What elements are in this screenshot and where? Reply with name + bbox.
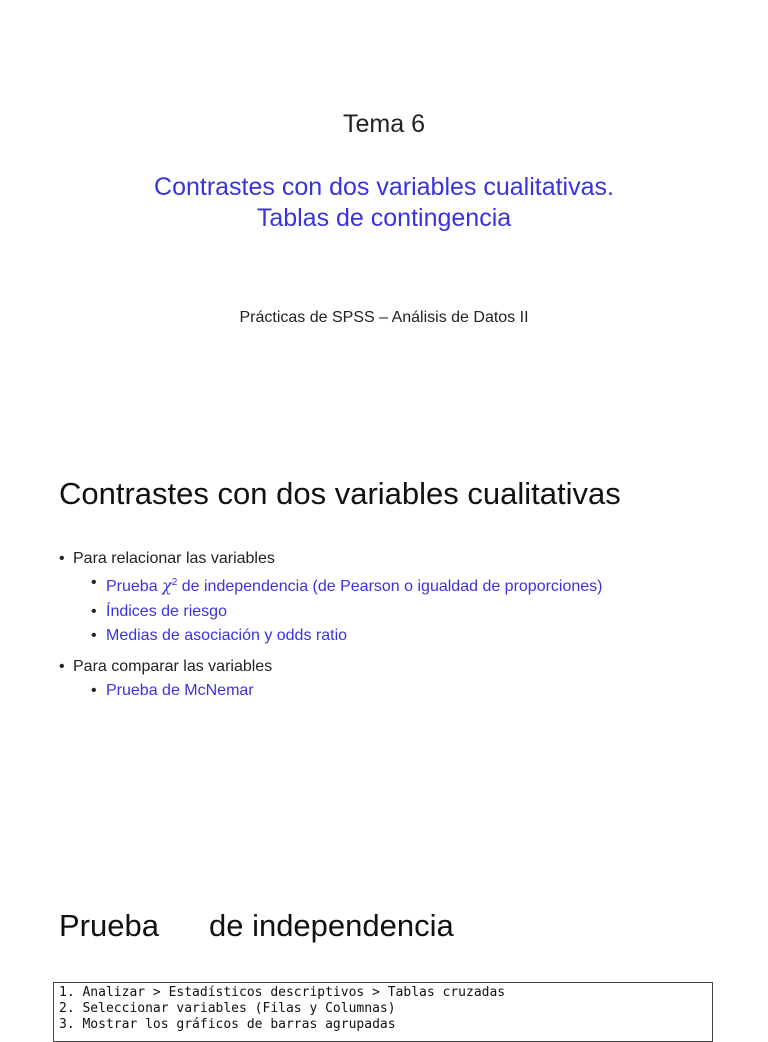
bullet-mcnemar: • Prueba de McNemar [59,679,739,704]
heading-part-2: de independencia [208,908,454,943]
course-info: Prácticas de SPSS – Análisis de Datos II [239,309,529,326]
subtitle-line-2: Tablas de contingencia [256,204,512,232]
title-slide [0,0,768,432]
bullet-relate: • Para relacionar las variables [59,547,739,571]
bullet-risk-indices: • Índices de riesgo [59,600,739,625]
subtitle-line-1: Contrastes con dos variables cualitativas. [154,173,614,201]
overview-slide [0,432,768,864]
chi-symbol: χ [162,576,172,595]
chi-superscript: 2 [171,577,178,588]
slide-subtitle [0,172,768,234]
bullet-chi-square [59,571,739,600]
bullet-compare: • Para comparar las variables [59,655,739,679]
chi-square-slide [0,864,768,1032]
bullet-chi-pre: Prueba [106,578,163,595]
slide-heading: Contrastes con dos variables cualitativas [59,476,621,511]
heading-part-1: Prueba [59,908,159,943]
bullet-list [59,547,739,703]
step-1: 1. Analizar > Estadísticos descriptivos > Tablas cruzadas [59,985,506,1000]
bullet-association: • Medias de asociación y odds ratio [59,624,739,649]
step-2: 2. Seleccionar variables (Filas y Columnas) [59,1001,396,1016]
slide-heading [59,908,454,944]
bullet-chi-post: de independencia (de Pearson o igualdad de proporciones) [177,578,603,595]
slide-title: Tema 6 [343,110,425,138]
steps-box [53,982,713,1042]
step-3: 3. Mostrar los gráficos de barras agrupadas [59,1017,396,1032]
